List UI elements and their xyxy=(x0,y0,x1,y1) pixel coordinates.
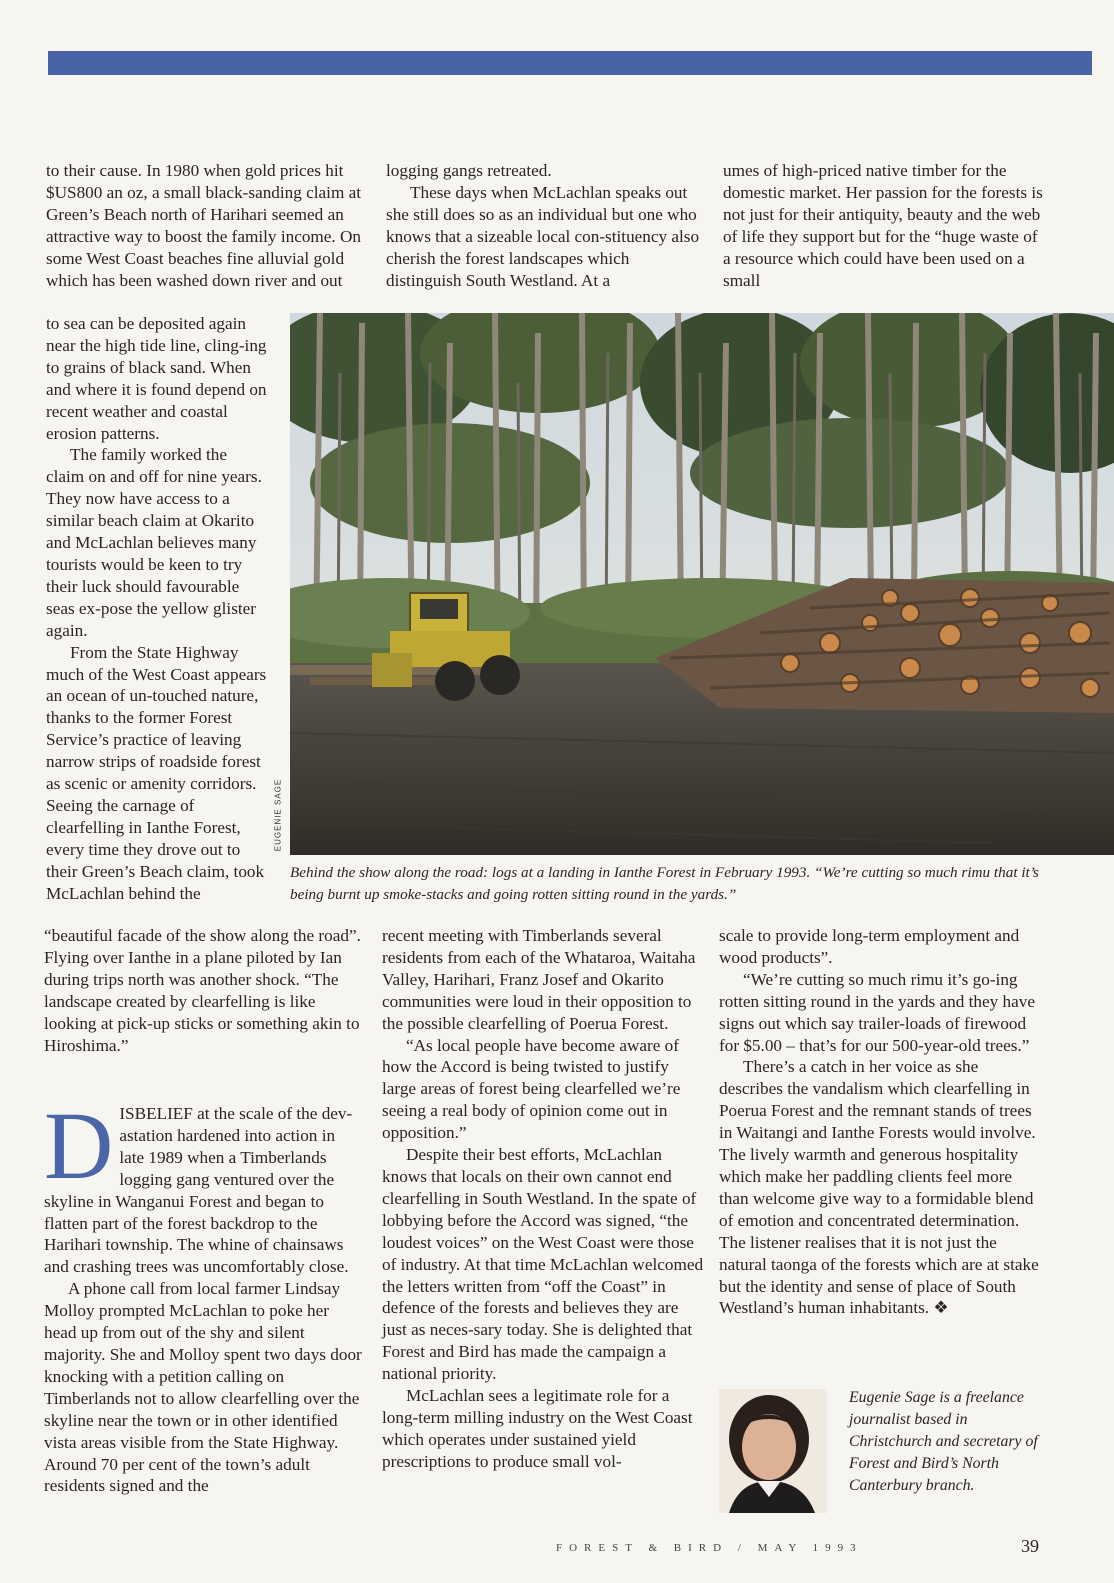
paragraph: recent meeting with Timberlands several residents from each of the Whataroa, Waitaha Valley, Harihari, Franz Josef and Okarito communities were loud in their opposition to the possible clearfelling of Poerua Forest. xyxy=(382,926,696,1033)
author-portrait xyxy=(719,1389,827,1513)
paragraph: to their cause. In 1980 when gold prices hit $US800 an oz, a small black-sanding claim at Green’s Beach north of Harihari seemed an attractive way to boost the family income. On some West Coast beaches fine alluvial gold which has been washed down river and out xyxy=(46,161,362,290)
paragraph: to sea can be deposited again near the high tide line, cling-ing to grains of black sand. When and where it is found depend on recent weather and coastal erosion patterns. xyxy=(46,314,267,443)
page-number: 39 xyxy=(1021,1536,1039,1556)
photo-illustration xyxy=(290,313,1114,855)
paragraph: A phone call from local farmer Lindsay Molloy prompted McLachlan to poke her head up from out of the shy and silent majority. She and Molloy spent two days door knocking with a petition calling on Timberlands not to allow clearfelling over the skyline near the town or in other identified vista areas visible from the State Highway. Around 70 per cent of the town’s adult residents signed and the xyxy=(44,1279,362,1496)
paragraph: The family worked the claim on and off for nine years. They now have access to a similar beach claim at Okarito and McLachlan believes many tourists would be keen to try their luck should favourable seas ex-pose the yellow glister again. xyxy=(46,445,262,640)
paragraph: “beautiful facade of the show along the road”. Flying over Ianthe in a plane piloted by Ian during trips north was another shock. “The landscape created by clearfelling is like looking at pick-up sticks or something akin to Hiroshima.” xyxy=(44,926,361,1055)
paragraph: There’s a catch in her voice as she describes the vandalism which clearfelling in Poerua Forest and the remnant stands of trees in Waitangi and Ianthe Forests would involve. The lively warmth and generous hospitality which make her paddling clients feel more than welcome give way to a formidable blend of emotion and concentrated determination. The listener realises that it is not just the natural taonga of the forests which are at stake but the identity and sense of place of South Westland’s human inhabitants. ❖ xyxy=(719,1057,1039,1318)
paragraph: From the State Highway much of the West Coast appears an ocean of un-touched nature, thanks to the former Forest Service’s practice of leaving narrow strips of roadside forest as scenic or amenity corridors. Seeing the carnage of clearfelling in Ianthe Forest, every time they drove out to their Green’s Beach claim, took McLachlan behind the xyxy=(46,642,267,903)
paragraph: umes of high-priced native timber for the domestic market. Her passion for the forests is not just for their antiquity, beauty and the web of life they support but for the “huge waste of a resource which could have been used on a small xyxy=(723,161,1043,290)
paragraph: McLachlan sees a legitimate role for a long-term milling industry on the West Coast which operates under sustained yield prescriptions to produce small vol- xyxy=(382,1386,693,1471)
col1-bottom-text xyxy=(44,925,366,1056)
photo-credit: EUGENIE SAGE xyxy=(273,778,283,852)
col3-bottom-text xyxy=(719,925,1043,1319)
dropcap-paragraph xyxy=(44,1092,364,1278)
col1-top-text xyxy=(46,160,362,291)
col1-narrow-text xyxy=(46,313,268,904)
forest-logging-photo xyxy=(290,313,1114,855)
paragraph: These days when McLachlan speaks out she still does so as an individual but one who knows that a sizeable local con-stituency also cherish the forest landscapes which distinguish South Westland. At a xyxy=(386,182,700,290)
paragraph-text: ISBELIEF at the scale of the dev-astation hardened into action in late 1989 when a Timberlands logging gang ventured over the skyline in Wanganui Forest and began to flatten part of the forest backdrop to the Harihari township. The whine of chainsaws and crashing trees was uncomfortably close. xyxy=(44,1104,353,1277)
paragraph: “As local people have become aware of how the Accord is being twisted to justify large areas of forest being clearfelled we’re seeing a real body of opinion come out in opposition.” xyxy=(382,1035,681,1143)
col2-top-text xyxy=(386,160,706,291)
photo-caption: Behind the show along the road: logs at a landing in Ianthe Forest in February 1993. “We’re cutting so much rimu that it’s being burnt up smoke-stacks and going rotten sitting round in the yards.” xyxy=(290,864,1039,903)
paragraph: “We’re cutting so much rimu it’s go-ing rotten sitting round in the yards and they have signs out which say trailer-loads of firewood for $5.00 – that’s for our 500-year-old trees.” xyxy=(719,969,1035,1055)
col2-bottom-text xyxy=(382,925,704,1473)
paragraph: logging gangs retreated. xyxy=(386,161,552,180)
author-bio: Eugenie Sage is a freelance journalist based in Christchurch and secretary of Forest and Bird’s North Canterbury branch. xyxy=(849,1389,1038,1494)
header-color-band xyxy=(48,51,1092,75)
col3-top-text xyxy=(723,160,1043,291)
portrait-illustration xyxy=(719,1389,827,1513)
col1-section-text xyxy=(44,1092,364,1497)
drop-cap: D xyxy=(44,1092,114,1199)
paragraph: scale to provide long-term employment and wood products”. xyxy=(719,926,1020,967)
folio-line: FOREST & BIRD / MAY 1993 xyxy=(556,1542,863,1554)
paragraph: Despite their best efforts, McLachlan knows that locals on their own cannot end clearfelling in South Westland. In the spate of lobbying before the Accord was signed, “the loudest voices” on the West Coast were those of industry. At that time McLachlan welcomed the letters written from “off the Coast” in defence of the forests and believes they are just as neces-sary today. She is delighted that Forest and Bird has made the campaign a national priority. xyxy=(382,1145,704,1384)
